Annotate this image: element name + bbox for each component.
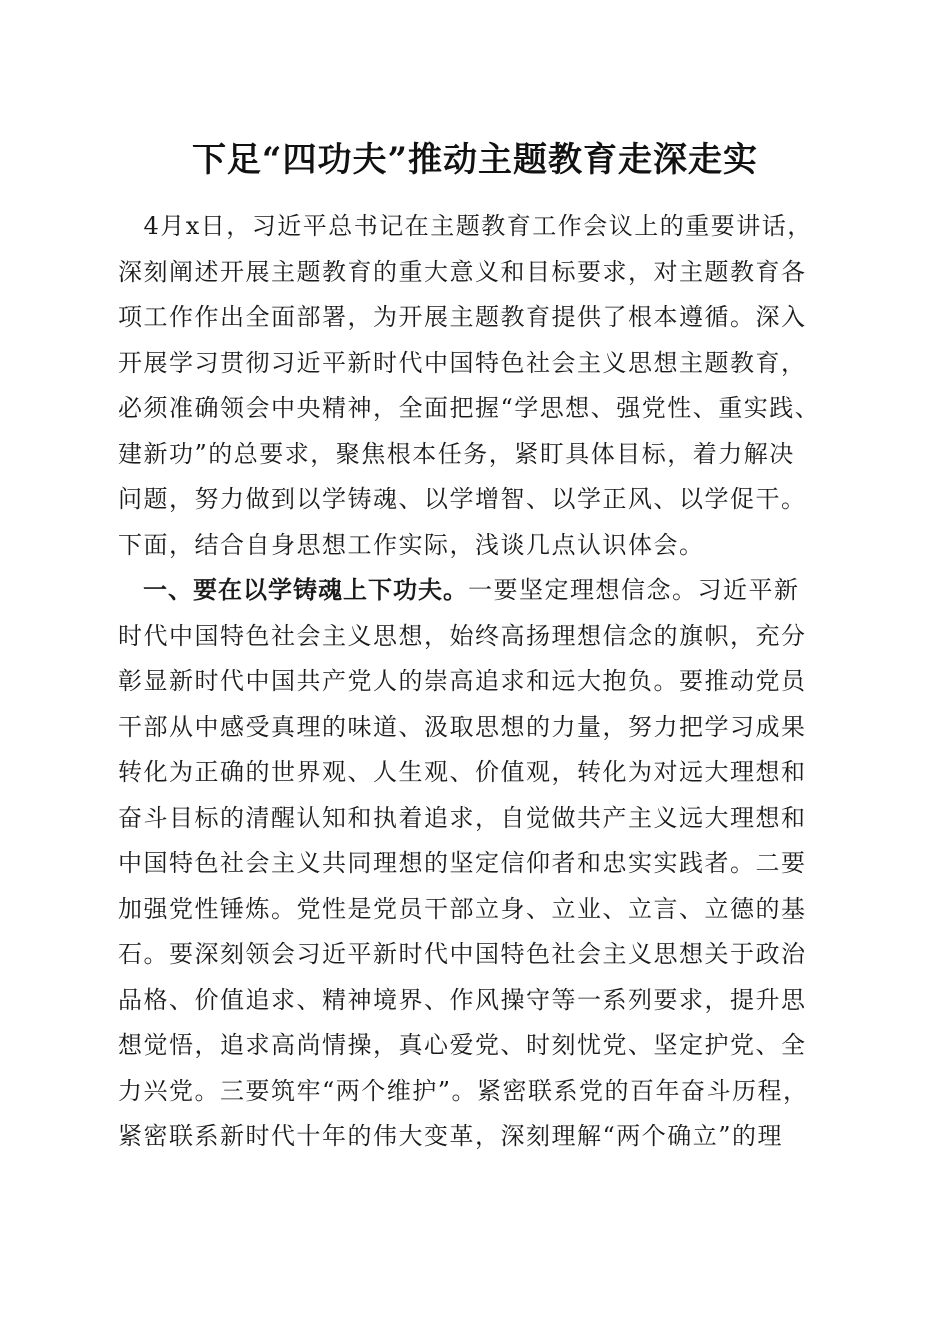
- paragraph-line: 项工作作出全面部署，为开展主题教育提供了根本遵循。深入: [118, 303, 807, 331]
- paragraph-line: 中国特色社会主义共同理想的坚定信仰者和忠实实践者。二要: [118, 849, 807, 877]
- paragraph-line: 加强党性锤炼。党性是党员干部立身、立业、立言、立德的基: [118, 894, 807, 923]
- paragraph-line: 想觉悟，追求高尚情操，真心爱党、时刻忧党、坚定护党、全: [118, 1031, 807, 1059]
- document-body: [118, 204, 838, 1160]
- paragraph-line: 深刻阐述开展主题教育的重大意义和目标要求，对主题教育各: [118, 257, 807, 286]
- paragraph-line: 必须准确领会中央精神，全面把握“学思想、强党性、重实践、: [118, 394, 821, 422]
- paragraph-line: 问题，努力做到以学铸魂、以学增智、以学正风、以学促干。: [118, 485, 807, 513]
- paragraph-line: 石。要深刻领会习近平新时代中国特色社会主义思想关于政治: [118, 940, 807, 968]
- section-heading-rest: 一要坚定理想信念。习近平新: [468, 576, 800, 604]
- paragraph-line: 转化为正确的世界观、人生观、价值观，转化为对远大理想和: [118, 758, 807, 786]
- paragraph-line: 彰显新时代中国共产党人的崇高追求和远大抱负。要推动党员: [118, 667, 807, 695]
- paragraph-line: 开展学习贯彻习近平新时代中国特色社会主义思想主题教育，: [118, 348, 807, 377]
- paragraph-line: 干部从中感受真理的味道、汲取思想的力量，努力把学习成果: [118, 712, 807, 741]
- section-heading-line: [118, 568, 838, 614]
- paragraph-line: 品格、价值追求、精神境界、作风操守等一系列要求，提升思: [118, 985, 807, 1014]
- paragraph-line: 建新功”的总要求，聚焦根本任务，紧盯具体目标，着力解决: [118, 439, 795, 468]
- paragraph-line: 下面，结合自身思想工作实际，浅谈几点认识体会。: [118, 530, 705, 559]
- document-title: 下足“四功夫”推动主题教育走深走实: [191, 140, 759, 180]
- paragraph-line: 时代中国特色社会主义思想，始终高扬理想信念的旗帜，充分: [118, 621, 807, 650]
- section-heading: 一、要在以学铸魂上下功夫。: [118, 576, 468, 604]
- paragraph-line: 4月x日，习近平总书记在主题教育工作会议上的重要讲话，: [118, 212, 813, 240]
- paragraph-line: 奋斗目标的清醒认知和执着追求，自觉做共产主义远大理想和: [118, 803, 807, 832]
- paragraph-line: 力兴党。三要筑牢“两个维护”。紧密联系党的百年奋斗历程，: [118, 1076, 809, 1105]
- paragraph-line: 紧密联系新时代十年的伟大变革，深刻理解“两个确立”的理: [118, 1122, 784, 1150]
